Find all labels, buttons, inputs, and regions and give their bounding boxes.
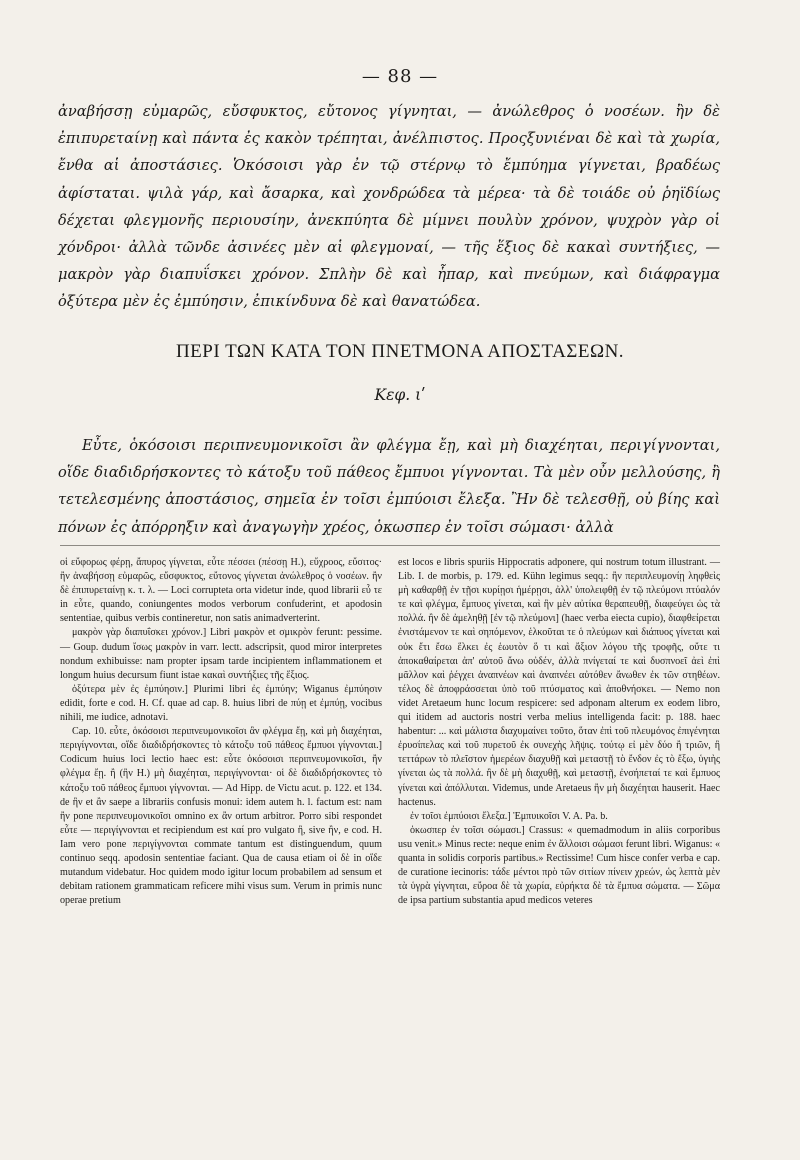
footnote: ὁκωσπερ ἐν τοῖσι σώμασι.] Crassus: « quemadmodum in aliis corporibus usu venit.» Minus recte: neque enim ἐν ἄλλοισι σώμασι ferunt libri. Wiganus: « quanta in solidis corporis partibus.» Rectissime! Cum hisce confer verba e cap. de curatione iecinoris: τάδε μέντοι πρὸ τῶν σιτίων πίνειν χρεών, ὡς λεπτὰ μὲν τὰ ὑγρὰ γίγνηται, εὔροα δὲ τὰ χωρία, εὐρήκτα δὲ τὰ ἔμπυα σώματα. — Σῶμα de ipsa partium substantia apud medicos veteres [398, 824, 720, 907]
footnotes-right-column [398, 556, 720, 908]
footnote: est locos e libris spuriis Hippocratis adponere, qui nostrum totum illustrant. — Lib. I. de morbis, p. 179. ed. Kühn legimus seqq.: ἢν περιπλευμονίῃ ληφθεὶς μὴ καθαρθῇ ἐν τῇσι κυρίῃσι ἡμέρῃσι, ἀλλ' ὑπολειφθῇ ἐν τῷ πλεύμονι πτύαλόν τε καὶ φλέγμα, ἔμπυος γίνεται, καὶ ἢν μὲν αὐτίκα θεραπευθῇ, διαφεύγει ὡς τὰ πολλά. ἢν δὲ ἀμεληθῇ [ἐν τῷ πλεύμονι] (haec verba eiecta cupio), διαφθείρεται ἐνιστάμενον τε καὶ σηπόμενον, ἑλκοῦται τε ὁ πλεύμων καὶ διάπυος γίνεται καὶ οὐκ ἔτι ἔσω ἕλκει ἐς ἑωυτὸν ὅ τι καὶ ἄξιον λόγου τῆς τροφῆς, οὔτε τι ἀποκαθαίρεται ἀπ' αὐτοῦ ἄνω οὐδέν, ἀλλὰ πνίγεταί τε καὶ δυσπνοεῖ ἀεὶ ἐπὶ μᾶλλον καὶ ῥέγχει ἀναπνέων καὶ ἀναπνέει αὐτόθεν ἄνωθεν ἐκ τῶν στηθέων. τέλος δὲ ἀποφράσσεται ὑπὸ τοῦ πτύσματος καὶ ἀποθνήσκει. — Nemo non videt Aretaeum hunc locum respicere: sed adponam alterum ex eodem libro, qui itidem ad auctoris nostri verba melius intelligenda facit: p. 188. haec habentur: ... καὶ μάλιστα διαχυμαίνει τοῦτο, ὅταν ἐπὶ τοῦ πλευμόνος ἐπιγένηται ἐρυσίπελας καὶ τοῦ πυρετοῦ ἐκ συνεχὴς λῆψις. τούτῳ εἰ μὲν δύο ἢ τριῶν, ἢ τεττάρων τὸ πλεῖστον ἡμερέων διαχυθῇ καὶ μεταστῇ τὸ ἔνδον ἐς τὸ ἔξω, ὑγιὴς γίνεται ὡς τὰ πολλά. ἢν δὲ μὴ διαχυθῇ, καὶ μεταστῇ, ἐνσήπεταί τε καὶ ἔμπυος γίνεται καὶ ἀπόλλυται. Videmus, unde Aretaeus ἢν μὴ διαχέηται hauserit. Haec hactenus. [398, 557, 720, 808]
main-paragraph: ἀναβήσσῃ εὐμαρῶς, εὔσφυκτος, εὔτονος γίγνηται, — ἀνώλεθρος ὁ νοσέων. ἢν δὲ ἐπιπυρεταίνῃ καὶ πάντα ἐς κακὸν τρέπηται, ἀνέλπιστος. Προςξυνιέναι δὲ καὶ τὰ χωρία, ἔνθα αἱ ἀποστάσιες. Ὁκόσοισι γὰρ ἐν τῷ στέρνῳ τὸ ἔμπύημα γίγνεται, βραδέως ἀφίσταται. ψιλὰ γάρ, καὶ ἄσαρκα, καὶ χονδρώδεα τὰ μέρεα· τὰ δὲ τοιάδε οὐ ῥηϊδίως δέχεται φλεγμονῆς περιουσίην, ἀνεκπύητα δὲ μίμνει πουλὺν χρόνον, ψυχρὸν γὰρ οἱ χόνδροι· ἀλλὰ τῶνδε ἀσινέες μὲν αἱ φλεγμοναί, — τῆς ἕξιος δὲ κακαὶ συντήξιες, — μακρὸν γὰρ διαπυΐσκει χρόνον. Σπλὴν δὲ καὶ ἧπαρ, καὶ πνεύμων, καὶ διάφραγμα ὀξύτερα μὲν ἐς ἐμπύησιν, ἐπικίνδυνα δὲ καὶ θανατώδεα. [58, 103, 720, 311]
main-text [58, 98, 720, 316]
section-title: ΠΕΡΙ ΤΩΝ ΚΑΤΑ ΤΟΝ ΠΝΕΤΜΟΝΑ ΑΠΟΣΤΑΣΕΩΝ. [175, 341, 625, 362]
footnote-rule [60, 545, 720, 546]
footnote: οἱ εὔφορως φέρῃ, ἄπυρος γίγνεται, εὖτε πέσσει (πέσσῃ H.), εὔχροος, εὔσιτος· ἢν ἀναβήσσῃ εὐμαρῶς, εὔσφυκτος, εὔτονος γίγνεται ἀνώλεθρος ὁ νοσέων. ἢν δὲ ἐπιπυρεταίνῃ κ. τ. λ. — Loci corrupteta orta videtur inde, quod librarii εὖ τε in εὖτε, quando, coniungentes modos verborum confuderint, et apodosin sententiae, quibus verbis contineretur, non satis animadverterint. [60, 557, 382, 625]
chapter-heading: Κεφ. ιʹ [374, 386, 426, 404]
footnotes-left-column [60, 556, 382, 908]
footnote: μακρὸν γὰρ διαπυΐσκει χρόνον.] Libri μακρὸν et σμικρὸν ferunt: pessime. — Goup. dudum ἴσως μακρὸν in varr. lectt. adscripsit, quod miror interpretes nondum exhibuisse: nam propter ipsam tarde incipientem inflammationem et longum huius decursum fiunt istae κακαὶ συντήξιες τῆς ἕξιος. [60, 627, 382, 681]
footnote: ἐν τοῖσι ἐμπύοισι ἔλεξα.] Ἐμπυικοῖσι V. A. Pa. b. [410, 810, 608, 822]
chapter-text [58, 432, 720, 541]
chapter-paragraph: Εὖτε, ὁκόσοισι περιπνευμονικοῖσι ἂν φλέγμα ἔῃ, καὶ μὴ διαχέηται, περιγίγνονται, οἵδε διαδιδρήσκοντες τὸ κάτοξυ τοῦ πάθεος ἔμπυοι γίγνονται. Τὰ μὲν οὖν μελλούσης, ἢ τετελεσμένης ἀποστάσιος, σημεῖα ἐν τοῖσι ἐμπύοισι ἔλεξα. Ἢν δὲ τελεσθῇ, οὐ βίης καὶ πόνων ἐς ἀπόρρηξιν καὶ ἀναγωγὴν χρέος, ὁκωσπερ ἐν τοῖσι σώμασι· ἀλλὰ [58, 437, 720, 536]
footnote: Cap. 10. εὖτε, ὁκόσοισι περιπνευμονικοῖσι ἂν φλέγμα ἔῃ, καὶ μὴ διαχέηται, περιγίγνονται, οἵδε διαδιδρήσκοντες τὸ κάτοξυ τοῦ πάθεος ἔμπυοι γίγνονται.] Codicum huius loci lectio haec est: εὖτε ὁκόσοισι περιπνευμονικοῖσι, ἢν φλέγμα ἔῃ. ἢ (ἢν H.) μὴ διαχέηται, περιγίγνονται· οἱ δὲ διαδιδρήσκοντες τὸ κάτοξυ τοῦ πάθεος ἔμπυοι γίγνονται. — Ad Hipp. de Victu acut. p. 122. et 134. de ἢν et ἂν saepe a librariis confusis monui: idem autem h. l. factum est: nam ἢν pone περιπνευμονικοῖσι omnino ex ἂν ortum arbitror. Porro sibi respondet εὖτε — περιγίγνονται et recipiendum est καί pro vulgato ἢ, sive ἢν, e cod. H. Iam vero pone περιγίγνονται commate tantum est distinguendum, quum continuo seqq. apodosin sententiae faciant. Qua de causa etiam οἱ δὲ in οἵδε mutandum videbatur. Hoc quidem modo igitur locum probabilem ad sensum et debitam rationem grammaticam reficere mihi visus sum. Verum in primis nunc operae pretium [60, 726, 382, 907]
page-number: — 88 — [361, 66, 439, 87]
footnote: ὀξύτερα μὲν ἐς ἐμπύησιν.] Plurimi libri ἐς ἐμπύην; Wiganus ἐμπύησιν edidit, forte e cod. H. Cf. quae ad cap. 8. huius libri de πύῃ et ἐμπύῃ, vocibus nihili, me iudice, adnotavi. [60, 683, 382, 724]
